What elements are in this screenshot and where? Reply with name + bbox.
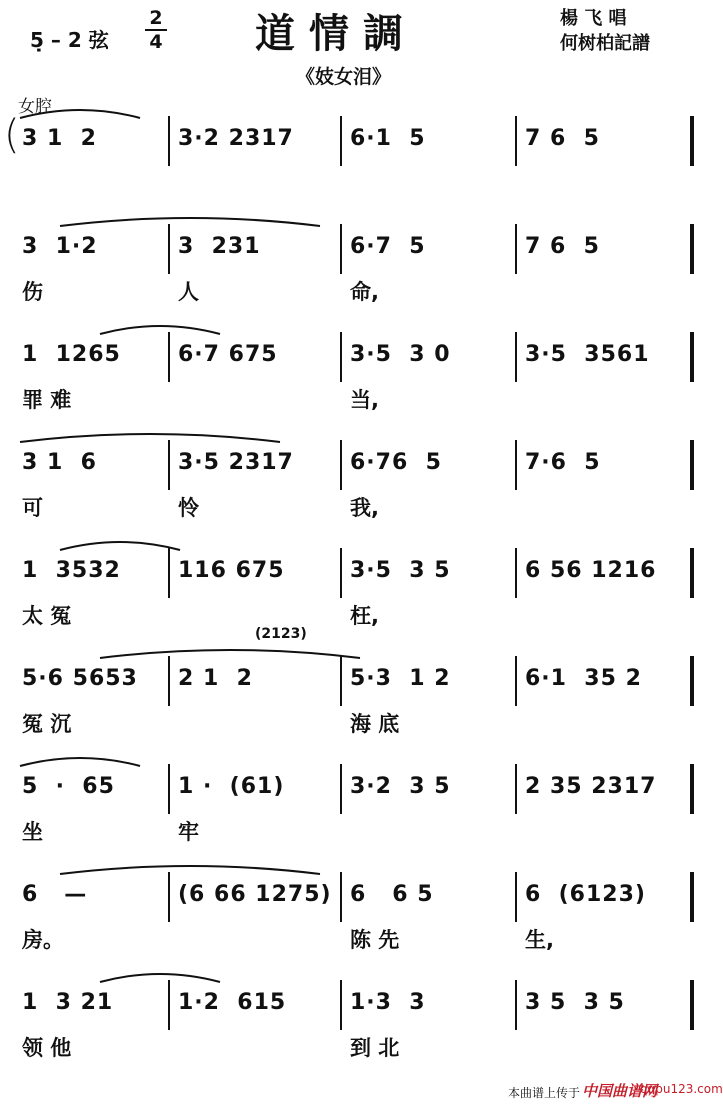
measure-notes: 1·2 615 <box>178 990 287 1015</box>
barline <box>168 980 170 1030</box>
score-row <box>0 754 700 864</box>
measure-notes: 3·5 2317 <box>178 450 294 475</box>
barline <box>515 548 517 598</box>
measure-notes: 3 1·2 <box>22 234 98 259</box>
barline <box>168 656 170 706</box>
measure-notes: 1 3532 <box>22 558 121 583</box>
lyric-text: 人 <box>178 280 199 304</box>
measure-notes: 5·3 1 2 <box>350 666 451 691</box>
slur-marks <box>0 102 700 122</box>
measure-notes: 6·1 35 2 <box>525 666 642 691</box>
lyric-text: 海 底 <box>350 712 400 736</box>
score-row <box>0 862 700 972</box>
measure-notes: 3 231 <box>178 234 261 259</box>
measure-notes: 6 56 1216 <box>525 558 657 583</box>
score-row <box>0 626 700 756</box>
barline <box>515 224 517 274</box>
measure-notes: 116 675 <box>178 558 285 583</box>
time-signature <box>145 8 167 52</box>
barline <box>168 116 170 166</box>
site-logo: 中国曲谱网 <box>582 1082 658 1100</box>
lyric-text: 可 <box>22 496 43 520</box>
lyric-text: 坐 <box>22 820 43 844</box>
score-row <box>0 538 700 648</box>
slur-marks <box>0 534 700 554</box>
measure-notes: 3 1 2 <box>22 126 97 151</box>
barline <box>515 116 517 166</box>
slur-marks <box>0 426 700 446</box>
measure-notes: 3·5 3 5 <box>350 558 451 583</box>
lyric-text: 当, <box>350 388 379 412</box>
measure-notes: 3 5 3 5 <box>525 990 625 1015</box>
slur-marks <box>0 966 700 986</box>
lyric-text: 冤 沉 <box>22 712 72 736</box>
barline <box>340 224 342 274</box>
score-row <box>0 430 700 540</box>
slur-marks <box>0 858 700 878</box>
barline <box>340 116 342 166</box>
lyric-text: 到 北 <box>350 1036 400 1060</box>
measure-notes: 3 1 6 <box>22 450 97 475</box>
slur-marks <box>0 210 700 230</box>
measure-notes: 1 1265 <box>22 342 121 367</box>
score-row <box>0 214 700 324</box>
barline <box>168 440 170 490</box>
barline <box>340 764 342 814</box>
lyric-text: 牢 <box>178 820 199 844</box>
measure-notes: 7 6 5 <box>525 126 600 151</box>
measure-notes: 7 6 5 <box>525 234 600 259</box>
measure-notes: (6 66 1275) <box>178 882 332 907</box>
barline <box>340 980 342 1030</box>
lyric-text: 我, <box>350 496 379 520</box>
measure-notes: 3·5 3561 <box>525 342 650 367</box>
barline <box>168 764 170 814</box>
credits <box>560 6 650 56</box>
measure-notes: 1 3 21 <box>22 990 114 1015</box>
barline <box>340 332 342 382</box>
barline <box>515 440 517 490</box>
barline <box>690 332 694 382</box>
barline <box>690 980 694 1030</box>
lyric-text: 罪 难 <box>22 388 72 412</box>
slur-marks <box>0 750 700 770</box>
barline <box>690 872 694 922</box>
lyric-text: 怜 <box>178 496 199 520</box>
measure-notes: 6 (6123) <box>525 882 646 907</box>
lyric-text: 命, <box>350 280 379 304</box>
barline <box>168 332 170 382</box>
barline <box>515 332 517 382</box>
measure-notes: 2 1 2 <box>178 666 253 691</box>
measure-notes: 1 · (61) <box>178 774 285 799</box>
barline <box>690 764 694 814</box>
barline <box>168 224 170 274</box>
measure-notes: 6·1 5 <box>350 126 426 151</box>
lyric-text: 领 他 <box>22 1036 72 1060</box>
measure-notes: 7·6 5 <box>525 450 601 475</box>
credit-notation: 何树柏記譜 <box>560 33 650 54</box>
barline <box>515 980 517 1030</box>
barline <box>690 116 694 166</box>
barline <box>515 656 517 706</box>
lyric-text: 太 冤 <box>22 604 72 628</box>
grace-notes: (2123) <box>255 626 307 642</box>
lyric-text: 房。 <box>22 928 64 952</box>
site-url: qupu123.com <box>640 1082 723 1096</box>
barline <box>690 548 694 598</box>
score-row <box>0 322 700 432</box>
barline <box>690 440 694 490</box>
voice-label: 女腔 <box>18 97 52 117</box>
measure-notes: 6 6 5 <box>350 882 434 907</box>
measure-notes: 2 35 2317 <box>525 774 657 799</box>
measure-notes: 5 · 65 <box>22 774 115 799</box>
barline <box>340 872 342 922</box>
barline <box>340 656 342 706</box>
slur-marks <box>0 318 700 338</box>
page-title: 道情調 <box>255 10 417 57</box>
barline <box>515 764 517 814</box>
key-signature: 5̣ – 2 弦 <box>30 28 109 52</box>
lyric-text: 陈 先 <box>350 928 400 952</box>
subtitle: 《妓女泪》 <box>296 66 392 88</box>
footer-note: 本曲谱上传于 <box>508 1086 581 1100</box>
barline <box>690 656 694 706</box>
measure-notes: 3·2 3 5 <box>350 774 451 799</box>
slur-marks <box>0 642 700 662</box>
measure-notes: 1·3 3 <box>350 990 426 1015</box>
barline <box>168 548 170 598</box>
score-row <box>0 970 700 1080</box>
credit-singer: 楊 飞 唱 <box>560 8 627 29</box>
lyric-text: 枉, <box>350 604 379 628</box>
score-row <box>0 106 700 216</box>
time-top: 2 <box>149 7 163 29</box>
barline <box>515 872 517 922</box>
barline <box>340 440 342 490</box>
measure-notes: 3·2 2317 <box>178 126 294 151</box>
lyric-text: 伤 <box>22 280 43 304</box>
lyric-text: 生, <box>525 928 554 952</box>
measure-notes: 6·7 675 <box>178 342 278 367</box>
time-bottom: 4 <box>149 31 163 53</box>
measure-notes: 6 — <box>22 882 88 907</box>
open-parenthesis: ( <box>4 112 20 158</box>
measure-notes: 3·5 3 0 <box>350 342 451 367</box>
measure-notes: 6·7 5 <box>350 234 426 259</box>
barline <box>168 872 170 922</box>
barline <box>340 548 342 598</box>
barline <box>690 224 694 274</box>
measure-notes: 5·6 5653 <box>22 666 138 691</box>
measure-notes: 6·76 5 <box>350 450 442 475</box>
